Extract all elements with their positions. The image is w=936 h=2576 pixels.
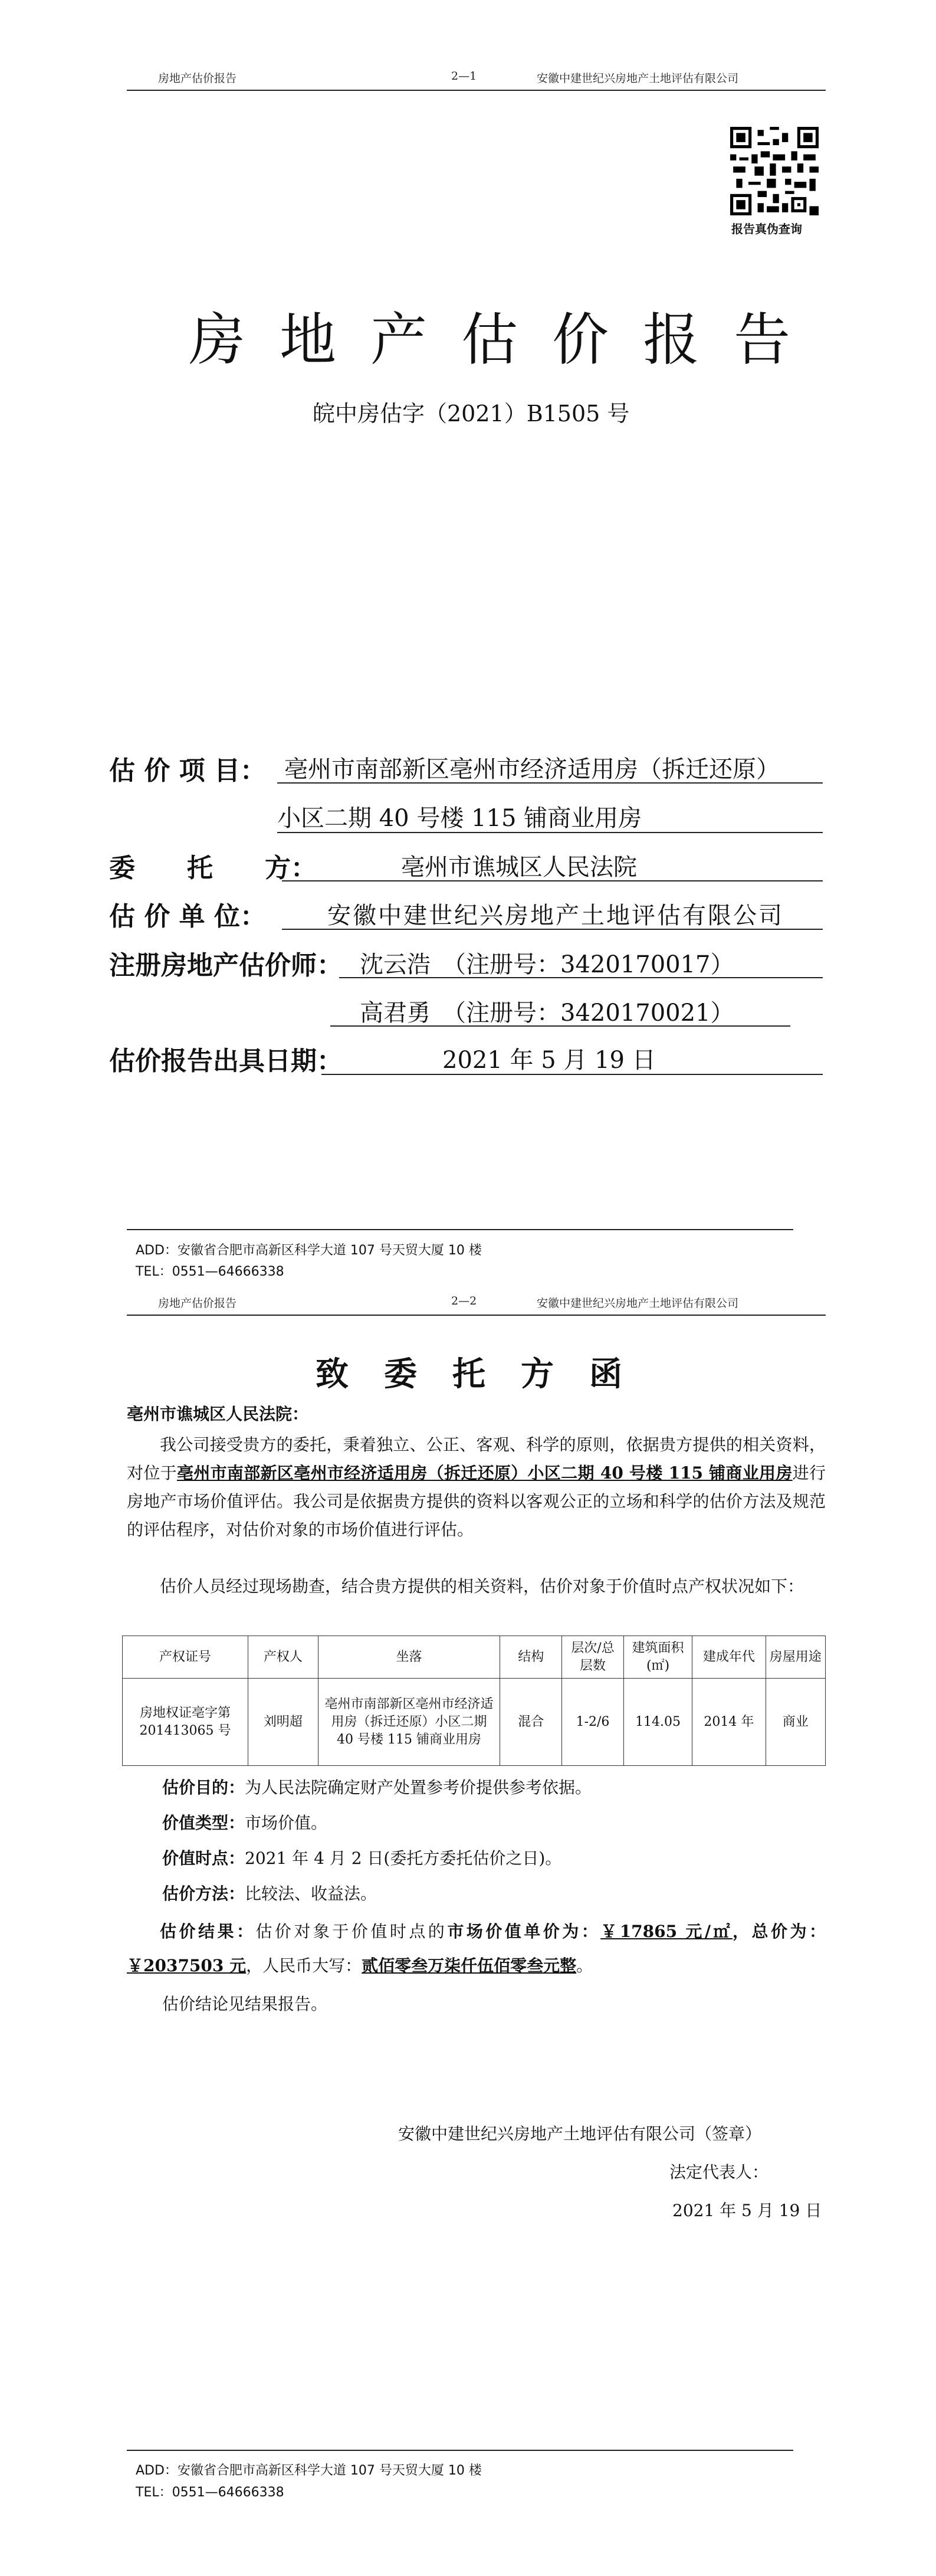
cell-structure: 混合 (500, 1679, 562, 1766)
running-header-right: 安徽中建世纪兴房地产土地评估有限公司 (537, 72, 739, 85)
underline (277, 782, 823, 784)
underline (330, 1025, 790, 1027)
col-header: 坐落 (318, 1636, 500, 1679)
value-type-line (162, 1810, 327, 1834)
underline (282, 880, 823, 881)
appraiser-label: 注册房地产估价师： (109, 951, 343, 981)
running-header-page: 2—2 (451, 1294, 477, 1307)
project-value-line1: 亳州市南部新区亳州市经济适用房（拆迁还原） (284, 756, 780, 783)
underline (277, 832, 823, 833)
col-header: 建筑面积(㎡) (623, 1636, 692, 1679)
col-header: 结构 (500, 1636, 562, 1679)
footer-rule (127, 2450, 793, 2451)
col-header: 产权人 (248, 1636, 318, 1679)
value-type-value: 市场价值。 (245, 1813, 328, 1833)
cell-area: 114.05 (623, 1679, 692, 1766)
method-value: 比较法、收益法。 (245, 1884, 377, 1903)
addressee: 亳州市谯城区人民法院： (127, 1404, 309, 1424)
valuer-value: 安徽中建世纪兴房地产土地评估有限公司 (327, 902, 784, 929)
result-text-a: 估价对象于价值时点的 (255, 1922, 448, 1941)
appraiser-1: 沈云浩 （注册号：3420170017） (360, 951, 734, 978)
intro-text-c: 进行房地产市场价值评估。我公司是依据贵方提供的资料以客观公正的立场和科学的估价方法及规范的评估程序，对估价对象的市场价值进行评估。 (127, 1463, 826, 1539)
value-time-label: 价值时点： (162, 1849, 245, 1868)
cell-usage: 商业 (766, 1679, 825, 1766)
footer-address: ADD：安徽省合肥市高新区科学大道 107 号天贸大厦 10 楼 (136, 2463, 482, 2478)
total-price-words: 贰佰零叁万柒仟伍佰零叁元整 (362, 1956, 577, 1975)
footer-rule (127, 1229, 793, 1230)
header-rule (127, 90, 826, 91)
running-header-left: 房地产估价报告 (158, 1297, 237, 1310)
footer-tel: TEL：0551—64666338 (136, 2485, 284, 2500)
cell-floor: 1-2/6 (562, 1679, 624, 1766)
result-text-c: ，总价为： (733, 1922, 826, 1941)
unit-price: ￥17865 元/㎡ (600, 1922, 733, 1941)
value-time-line (162, 1846, 561, 1869)
signature-date: 2021 年 5 月 19 日 (672, 2201, 822, 2220)
result-paragraph (127, 1915, 826, 1983)
date-label: 估价报告出具日期： (109, 1046, 343, 1076)
table-row (123, 1679, 826, 1766)
running-header-left: 房地产估价报告 (158, 72, 237, 85)
report-number: 皖中房估字（2021）B1505 号 (313, 401, 630, 427)
letter-title: 致委托方函 (316, 1355, 658, 1394)
method-line (162, 1881, 377, 1905)
cell-built-year: 2014 年 (692, 1679, 766, 1766)
appraiser-2: 高君勇 （注册号：3420170021） (360, 999, 734, 1027)
signature-representative: 法定代表人： (669, 2162, 769, 2182)
value-time-value: 2021 年 4 月 2 日(委托方委托估价之日)。 (245, 1849, 562, 1868)
purpose-value: 为人民法院确定财产处置参考价提供参考依据。 (245, 1778, 592, 1797)
underline (321, 1074, 823, 1075)
table-header-row (123, 1636, 826, 1679)
purpose-line (162, 1775, 592, 1798)
client-label: 委 托 方： (109, 853, 317, 883)
value-type-label: 价值类型： (162, 1813, 245, 1833)
client-value: 亳州市谯城区人民法院 (401, 854, 637, 881)
footer-address: ADD：安徽省合肥市高新区科学大道 107 号天贸大厦 10 楼 (136, 1243, 482, 1258)
date-value: 2021 年 5 月 19 日 (442, 1047, 656, 1074)
result-text-e: 。 (576, 1956, 593, 1975)
signature-company: 安徽中建世纪兴房地产土地评估有限公司（签章） (398, 2124, 762, 2144)
cell-owner: 刘明超 (248, 1679, 318, 1766)
qr-code-icon[interactable] (730, 127, 819, 215)
valuer-label: 估 价 单 位： (109, 902, 266, 932)
total-price: ￥2037503 元 (127, 1956, 247, 1975)
col-header: 建成年代 (692, 1636, 766, 1679)
col-header: 房屋用途 (766, 1636, 825, 1679)
col-header: 产权证号 (123, 1636, 248, 1679)
report-title: 房地产估价报告 (189, 307, 825, 373)
underline (339, 977, 823, 978)
result-text-d: ，人民币大写： (246, 1956, 362, 1975)
result-text-b: 市场价值单价为： (447, 1922, 601, 1941)
property-location: 亳州市南部新区亳州市经济适用房（拆迁还原）小区二期 40 号楼 115 铺商业用房 (176, 1463, 793, 1483)
footer-tel: TEL：0551—64666338 (136, 1264, 284, 1279)
header-rule (127, 1315, 826, 1316)
intro-text-a: 我公司接受贵方的委托，秉着独立、公正、客观、科学的原则，依据贵方提供的相关资料，对位于 (127, 1435, 826, 1483)
project-value-line2: 小区二期 40 号楼 115 铺商业用房 (277, 805, 642, 832)
col-header: 层次/总层数 (562, 1636, 624, 1679)
method-label: 估价方法： (162, 1884, 245, 1903)
survey-paragraph: 估价人员经过现场勘查，结合贵方提供的相关资料，估价对象于价值时点产权状况如下： (160, 1577, 804, 1596)
running-header-right: 安徽中建世纪兴房地产土地评估有限公司 (537, 1297, 739, 1310)
qr-caption: 报告真伪查询 (731, 222, 802, 236)
project-label: 估 价 项 目： (109, 756, 266, 786)
purpose-label: 估价目的： (162, 1778, 245, 1797)
property-table (122, 1636, 826, 1766)
conclusion-line: 估价结论见结果报告。 (162, 1994, 328, 2014)
underline (282, 929, 823, 930)
running-header-page: 2—1 (451, 70, 477, 83)
cell-location: 亳州市南部新区亳州市经济适用房（拆迁还原）小区二期 40 号楼 115 铺商业用房 (318, 1679, 500, 1766)
result-label: 估价结果： (160, 1922, 256, 1941)
cell-cert-number: 房地权证亳字第201413065 号 (123, 1679, 248, 1766)
intro-paragraph (127, 1431, 826, 1544)
